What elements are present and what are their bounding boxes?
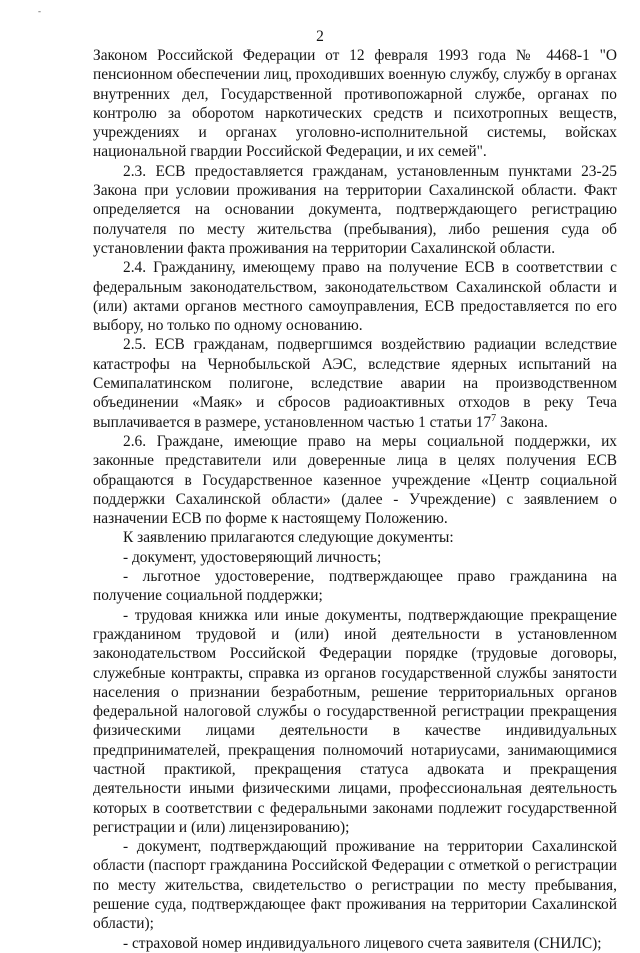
paragraph-2-5 [93,335,617,431]
paragraph-2-3: 2.3. ЕСВ предоставляется гражданам, установленным пунктами 23-25 Закона при условии проживания на территории Сахалинской области. Факт определяется на основании документа, подтверждающего регистрацию получателя по месту жительства (пребывания), либо решения суда об установлении факта проживания на территории Сахалинской области. [93,162,617,257]
paragraph-2-5-end: Закона. [496,413,548,431]
list-item-identity-document: - документ, удостоверяющий личность; [123,548,382,566]
corner-mark: - [38,6,42,16]
page-number: 2 [316,28,324,45]
list-item-employment-record: - трудовая книжка или иные документы, подтверждающие прекращение гражданином трудовой и (или) иной деятельности в установленном законодательством Российской Федерации порядке (трудовые договоры, служебные контракты, справка из органов государственной службы занятости населения о признании безработным, решение территориальных органов федеральной налоговой службы о государственной регистрации прекращения физическими лицами деятельности в качестве индивидуальных предпринимателей, прекращения полномочий нотариусами, занимающимися частной практикой, прекращения статуса адвоката и прекращения деятельности иными физическими лицами, профессиональная деятельность которых в соответствии с федеральными законами подлежит государственной регистрации и (или) лицензированию); [93,606,617,836]
paragraph-law-reference: Законом Российской Федерации от 12 февраля 1993 года № 4468-1 "О пенсионном обеспечении лиц, проходивших военную службу, службу в органах внутренних дел, Государственной противопожарной службе, органах по контролю за оборотом наркотических средств и психотропных веществ, учреждениях и органах уголовно-исполнительной системы, войсках национальной гвардии Российской Федерации, и их семей". [93,47,617,161]
documents-intro: К заявлению прилагаются следующие документы: [123,529,454,547]
superscript-article-number: 7 [491,412,497,424]
list-item-snils: - страховой номер индивидуального лицевого счета заявителя (СНИЛС); [123,934,602,952]
paragraph-2-6: 2.6. Граждане, имеющие право на меры социальной поддержки, их законные представители или доверенные лица в целях получения ЕСВ обращаются в Государственное казенное учреждение «Центр социальной поддержки Сахалинской области» (далее - Учреждение) с заявлением о назначении ЕСВ по форме к настоящему Положению. [93,432,617,528]
list-item-benefit-certificate: - льготное удостоверение, подтверждающее право гражданина на получение социальной поддержки; [93,568,617,605]
list-item-residence-document: - документ, подтверждающий проживание на территории Сахалинской области (паспорт гражданина Российской Федерации с отметкой о регистрации по месту жительства, свидетельство о регистрации по месту пребывания, решение суда, подтверждающее факт проживания на территории Сахалинской области); [93,838,617,933]
paragraph-2-4: 2.4. Гражданину, имеющему право на получение ЕСВ в соответствии с федеральным законодательством, законодательством Сахалинской области и (или) актами органов местного самоуправления, ЕСВ предоставляется по его выбору, но только по одному основанию. [93,259,617,335]
paragraph-2-5-text: 2.5. ЕСВ гражданам, подвергшимся воздействию радиации вследствие катастрофы на Чернобыльской АЭС, вследствие ядерных испытаний на Семипалатинском полигоне, вследствие аварии на производственном объединении «Маяк» и сбросов радиоактивных отходов в реку Теча выплачивается в размере, установленном частью 1 статьи 17 [93,336,617,431]
document-body [93,46,617,953]
